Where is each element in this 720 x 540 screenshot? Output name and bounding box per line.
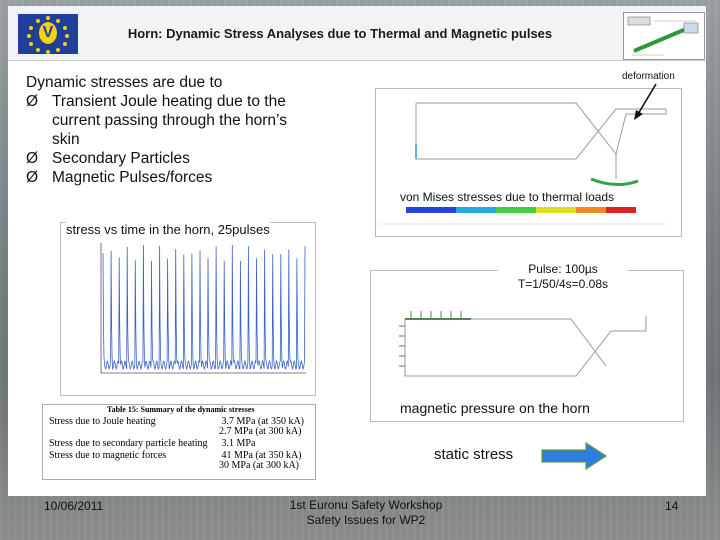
footer-date: 10/06/2011 bbox=[44, 499, 104, 513]
table-row bbox=[49, 439, 311, 449]
table-row-value: 2.7 MPa (at 300 kA) bbox=[219, 426, 302, 437]
stress-time-chart bbox=[61, 223, 315, 395]
deformation-label: deformation bbox=[622, 71, 675, 82]
table-row-value: 3.7 MPa (at 350 kA) bbox=[221, 416, 304, 427]
table-row-value: 30 MPa (at 300 kA) bbox=[219, 460, 299, 471]
bullet-item bbox=[26, 92, 356, 111]
stress-time-plot bbox=[60, 222, 316, 396]
bullet-item bbox=[26, 149, 356, 168]
footer-page-number: 14 bbox=[665, 499, 679, 513]
bullet-arrow-icon: Ø bbox=[26, 169, 39, 186]
footer-workshop-title: 1st Euronu Safety Workshop bbox=[289, 498, 443, 512]
overview-diagram bbox=[624, 13, 704, 59]
bullet-continuation: skin bbox=[52, 131, 80, 148]
stress-pulse-trace bbox=[103, 245, 305, 369]
eu-flag-logo bbox=[18, 14, 78, 54]
bullet-arrow-icon: Ø bbox=[26, 93, 39, 110]
bullet-text: Magnetic Pulses/forces bbox=[52, 169, 213, 186]
table-row bbox=[49, 451, 311, 471]
intro-text: Dynamic stresses are due to bbox=[26, 74, 223, 91]
flag-letter: V bbox=[39, 22, 57, 44]
footer-workshop bbox=[236, 498, 496, 528]
table-caption: Table 15: Summary of the dynamic stresses bbox=[107, 405, 255, 414]
table-row bbox=[49, 417, 311, 437]
von-mises-label: von Mises stresses due to thermal loads bbox=[400, 190, 615, 204]
magnetic-pressure-label: magnetic pressure on the horn bbox=[400, 400, 590, 416]
bullet-arrow-icon: Ø bbox=[26, 150, 39, 167]
table-row-label: Stress due to magnetic forces bbox=[49, 450, 167, 461]
pulse-period-text: T=1/50/4s=0.08s bbox=[517, 277, 609, 291]
static-stress-label: static stress bbox=[430, 446, 517, 463]
bullet-continuation: current passing through the horn’s bbox=[52, 112, 287, 129]
overview-thumbnail bbox=[623, 12, 705, 60]
bullet-text: Secondary Particles bbox=[52, 150, 190, 167]
pulse-label bbox=[498, 262, 628, 292]
body-text bbox=[26, 73, 356, 187]
dynamic-stress-table bbox=[42, 404, 316, 480]
stress-vs-time-label: stress vs time in the horn, 25pulses bbox=[66, 222, 270, 237]
deformation-arrow-icon bbox=[632, 82, 662, 122]
slide-title: Horn: Dynamic Stress Analyses due to Thermal and Magnetic pulses bbox=[127, 26, 553, 41]
table-row-value: 41 MPa (at 350 kA) bbox=[221, 450, 302, 461]
bullet-item bbox=[26, 168, 356, 187]
table-row-label: Stress due to secondary particle heating bbox=[49, 438, 208, 449]
footer-workshop-subtitle: Safety Issues for WP2 bbox=[306, 513, 426, 527]
horn-magnetic-diagram bbox=[371, 271, 683, 421]
table-row-value: 3.1 MPa bbox=[221, 438, 256, 449]
pulse-width-text: Pulse: 100µs bbox=[528, 262, 598, 276]
static-stress-arrow-icon bbox=[538, 440, 610, 472]
bullet-text: Transient Joule heating due to the bbox=[52, 93, 286, 110]
table-row-label: Stress due to Joule heating bbox=[49, 416, 156, 427]
